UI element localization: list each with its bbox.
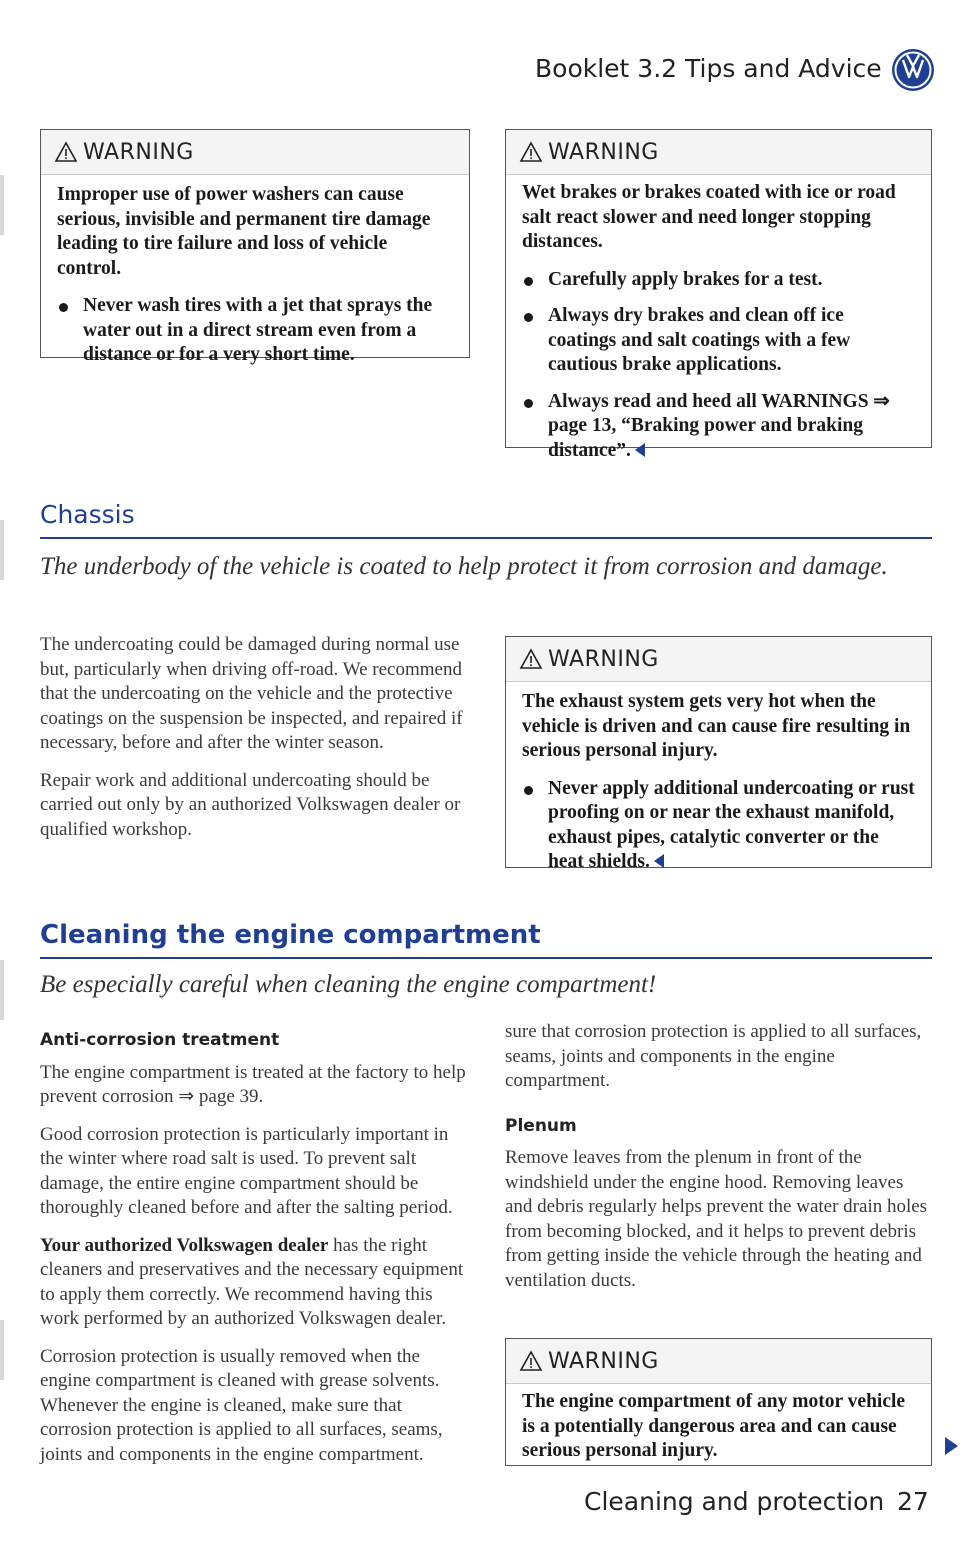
- warning-bullet: Always dry brakes and clean off ice coatings and salt coatings with a few cautious brake applications.: [522, 304, 915, 378]
- subhead-plenum: Plenum: [505, 1115, 577, 1136]
- warning-title: WARNING: [548, 139, 659, 165]
- vw-logo-icon: [891, 48, 935, 92]
- footer-section-title: Cleaning and protection: [584, 1487, 885, 1516]
- warning-header: [506, 637, 931, 682]
- warning-triangle-icon: [520, 1351, 542, 1371]
- warning-triangle-icon: [55, 142, 77, 162]
- warning-title: WARNING: [548, 1348, 659, 1374]
- warning-text: Improper use of power washers can cause serious, invisible and permanent tire damage leading to tire failure and loss of vehicle control.: [57, 184, 431, 279]
- booklet-header: Booklet 3.2 Tips and Advice: [535, 54, 882, 83]
- warning-bullet: Carefully apply brakes for a test.: [522, 268, 915, 293]
- engine-paragraph: Remove leaves from the plenum in front of the windshield under the engine hood. Removing leaves and debris regularly helps prevent the water drain holes from becoming blocked, and it helps to prevent debris from getting inside the vehicle through the heating and ventilation ducts.: [505, 1147, 928, 1291]
- warning-text: Wet brakes or brakes coated with ice or road salt react slower and need longer stopping distances.: [522, 182, 896, 252]
- warning-box-wet-brakes: [505, 129, 932, 461]
- continue-arrow-icon: [945, 1437, 958, 1455]
- engine-right-column: [505, 1020, 930, 1306]
- crop-mark: [0, 960, 4, 1020]
- warning-bullet-last: [522, 390, 915, 464]
- warning-header: [506, 1339, 931, 1384]
- section-title-chassis: Chassis: [40, 500, 135, 529]
- warning-bullet-text: Never apply additional undercoating or rust proofing on or near the exhaust manifold, exhaust pipes, catalytic converter or the heat shields.: [548, 777, 915, 872]
- warning-text: The exhaust system gets very hot when the vehicle is driven and can cause fire resulting in serious personal injury.: [522, 691, 911, 761]
- page-number: 27: [897, 1487, 929, 1516]
- warning-box-exhaust: [505, 636, 932, 872]
- engine-intro: Be especially careful when cleaning the engine compartment!: [40, 971, 657, 998]
- back-arrow-icon: [635, 443, 645, 457]
- dealer-rest: has the right cleaners and preservatives and the necessary equipment to apply them correctly. We recommend having this work performed by an authorized Volkswagen dealer.: [40, 1234, 464, 1329]
- warning-bullet-text: Always read and heed all WARNINGS ⇒ page 13, “Braking power and braking distance”.: [548, 390, 890, 461]
- engine-paragraph-dealer: [40, 1234, 468, 1332]
- engine-paragraph: The engine compartment is treated at the factory to help prevent corrosion ⇒ page 39.: [40, 1061, 466, 1107]
- warning-header: [41, 130, 469, 175]
- warning-triangle-icon: [520, 649, 542, 669]
- warning-header: [506, 130, 931, 175]
- chassis-paragraph: Repair work and additional undercoating should be carried out only by an authorized Volkswagen dealer or qualified workshop.: [40, 769, 461, 840]
- engine-paragraph: Good corrosion protection is particularly important in the winter where road salt is used. To prevent salt damage, the entire engine compartment should be thoroughly cleaned before and after the salting period.: [40, 1123, 453, 1218]
- warning-box-engine: [505, 1338, 932, 1466]
- warning-bullet-last: [522, 777, 915, 875]
- chassis-body: [40, 633, 468, 855]
- chassis-intro: The underbody of the vehicle is coated to help protect it from corrosion and damage.: [40, 553, 888, 580]
- chassis-paragraph: The undercoating could be damaged during normal use but, particularly when driving off-road. We recommend that the undercoating on the vehicle and the protective coatings on the suspension be inspected, and repaired if necessary, before and after the winter season.: [40, 634, 463, 753]
- section-rule: [40, 957, 932, 959]
- engine-paragraph: Corrosion protection is usually removed when the engine compartment is cleaned with grease solvents. Whenever the engine is cleaned, make sure that corrosion protection is applied to all surfaces, seams, joints and components in the engine compartment.: [40, 1345, 443, 1465]
- crop-mark: [0, 175, 4, 235]
- warning-title: WARNING: [83, 139, 194, 165]
- warning-bullet: Never wash tires with a jet that sprays the water out in a direct stream even from a distance or for a very short time.: [57, 294, 453, 368]
- warning-title: WARNING: [548, 646, 659, 672]
- warning-triangle-icon: [520, 142, 542, 162]
- dealer-bold: Your authorized Volkswagen dealer: [40, 1234, 329, 1256]
- crop-mark: [0, 520, 4, 580]
- section-title-engine: Cleaning the engine compartment: [40, 920, 541, 950]
- warning-text: The engine compartment of any motor vehicle is a potentially dangerous area and can cause serious personal injury.: [522, 1391, 906, 1461]
- section-rule: [40, 537, 932, 539]
- back-arrow-icon: [654, 854, 664, 868]
- engine-paragraph-continued: sure that corrosion protection is applied to all surfaces, seams, joints and components in the engine compartment.: [505, 1021, 922, 1091]
- warning-box-power-washers: [40, 129, 470, 365]
- crop-mark: [0, 1320, 4, 1380]
- engine-left-column: [40, 1028, 468, 1465]
- subhead-anticorrosion: Anti-corrosion treatment: [40, 1030, 280, 1050]
